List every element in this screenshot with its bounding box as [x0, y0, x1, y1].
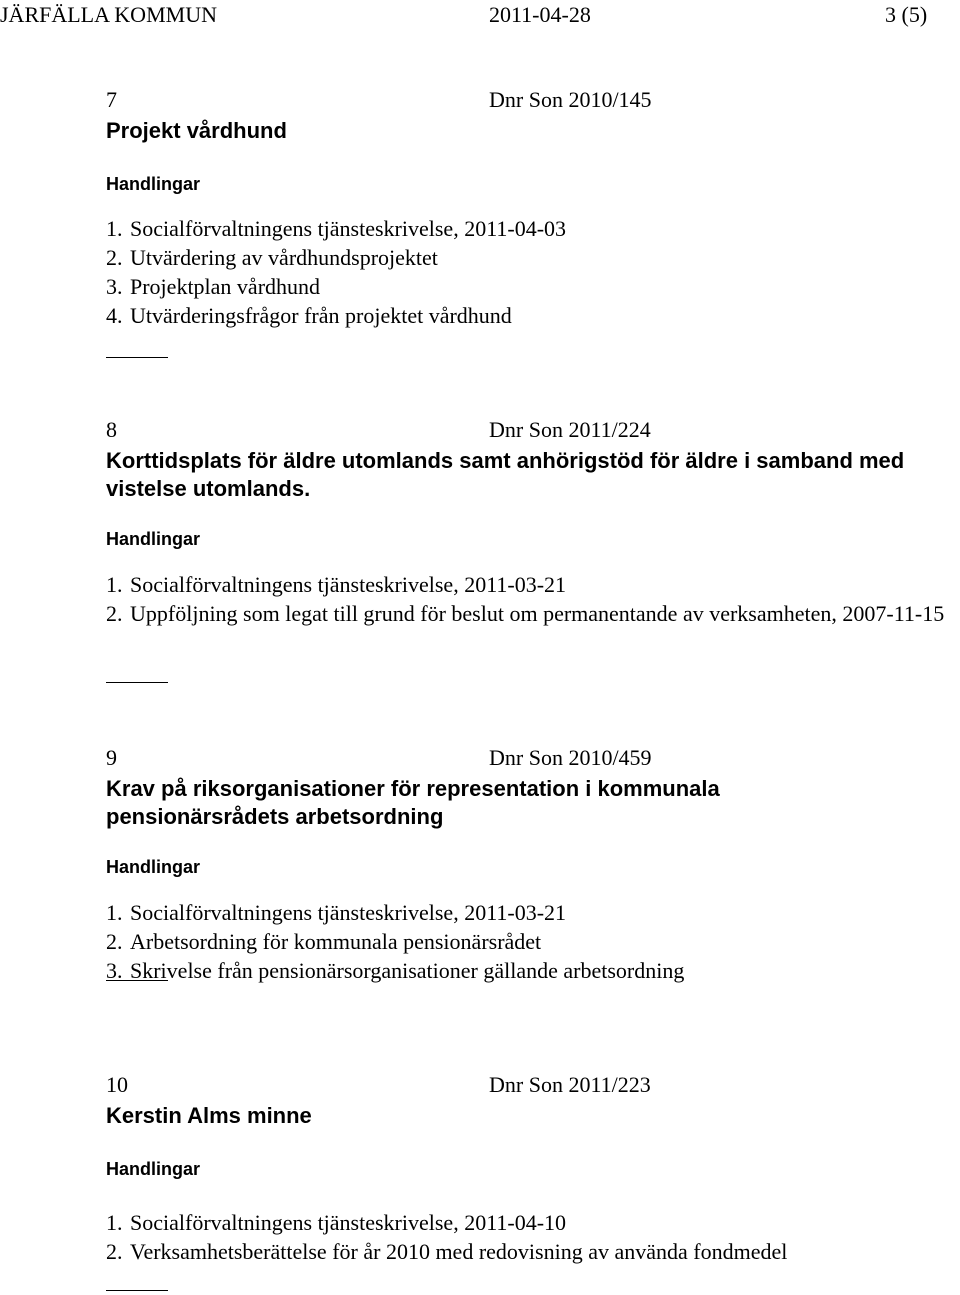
section-divider [106, 1290, 168, 1291]
document-list [106, 898, 946, 985]
document-list [106, 1208, 946, 1266]
document-item: 1. Socialförvaltningens tjänsteskrivelse, 2011-03-21 [106, 900, 567, 925]
header-date: 2011-04-28 [489, 2, 591, 27]
header-organization: JÄRFÄLLA KOMMUN [0, 2, 217, 27]
section-divider [106, 357, 168, 358]
section-title: Krav på riksorganisationer för representation i kommunala pensionärsrådets arbetsordning [106, 776, 720, 829]
section-dnr: Dnr Son 2011/223 [489, 1072, 651, 1097]
section-title: Projekt vårdhund [106, 118, 287, 143]
section-dnr: Dnr Son 2011/224 [489, 417, 651, 442]
section-dnr: Dnr Son 2010/145 [489, 87, 652, 112]
handlingar-label: Handlingar [106, 1159, 201, 1179]
document-item: 4. Utvärderingsfrågor från projektet vårdhund [106, 303, 512, 328]
agenda-section-10 [106, 1072, 946, 1294]
document-item: 2. Uppföljning som legat till grund för beslut om permanentande av verksamheten, 2007-11-15 [106, 601, 945, 626]
section-divider [106, 682, 168, 683]
section-title: Kerstin Alms minne [106, 1103, 312, 1128]
document-item: 3. Skrivelse från pensionärsorganisationer gällande arbetsordning [106, 958, 685, 983]
document-list [106, 214, 946, 330]
section-title: Korttidsplats för äldre utomlands samt anhörigstöd för äldre i samband med vistelse utomlands. [106, 448, 905, 501]
page-header [0, 0, 960, 30]
document-item: 2. Utvärdering av vårdhundsprojektet [106, 245, 438, 270]
document-item: 1. Socialförvaltningens tjänsteskrivelse, 2011-04-10 [106, 1210, 567, 1235]
section-dnr: Dnr Son 2010/459 [489, 745, 652, 770]
agenda-section-7 [106, 87, 946, 377]
document-item: 1. Socialförvaltningens tjänsteskrivelse, 2011-03-21 [106, 572, 567, 597]
section-divider [106, 980, 168, 981]
agenda-section-9 [106, 745, 946, 985]
handlingar-label: Handlingar [106, 529, 201, 549]
document-item: 1. Socialförvaltningens tjänsteskrivelse, 2011-04-03 [106, 216, 567, 241]
agenda-section-8 [106, 417, 946, 687]
section-number: 10 [106, 1072, 128, 1097]
header-page-number: 3 (5) [885, 2, 928, 27]
document-list [106, 570, 946, 628]
document-item: 3. Projektplan vårdhund [106, 274, 321, 299]
section-number: 7 [106, 87, 117, 112]
handlingar-label: Handlingar [106, 174, 201, 194]
document-item: 2. Verksamhetsberättelse för år 2010 med redovisning av använda fondmedel [106, 1239, 788, 1264]
document-item: 2. Arbetsordning för kommunala pensionärsrådet [106, 929, 542, 954]
handlingar-label: Handlingar [106, 857, 201, 877]
section-number: 9 [106, 745, 117, 770]
section-number: 8 [106, 417, 117, 442]
